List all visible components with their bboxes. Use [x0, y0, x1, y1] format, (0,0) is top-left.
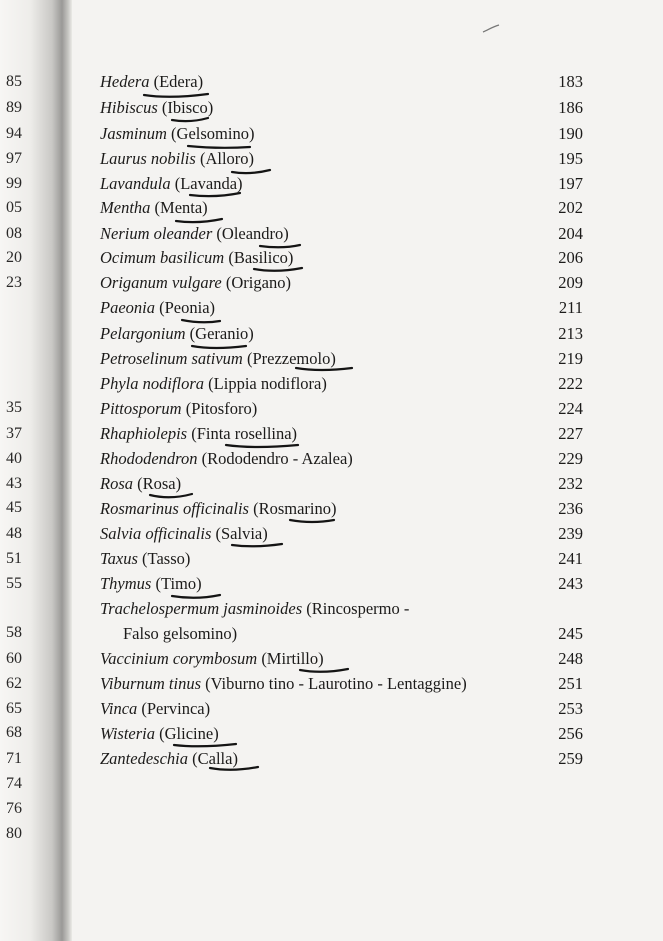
latin-name: Ocimum basilicum: [100, 248, 225, 267]
index-entry: [100, 248, 583, 268]
facing-page-number: 40: [6, 450, 22, 467]
common-name: (Timo): [151, 574, 202, 593]
facing-page-number: 62: [6, 675, 22, 692]
index-entry: [100, 374, 583, 394]
index-entry: [100, 499, 583, 519]
latin-name: Viburnum tinus: [100, 674, 201, 693]
latin-name: Hedera: [100, 72, 150, 91]
page-number: 206: [558, 248, 583, 267]
common-name: (Basilico): [224, 248, 294, 267]
page-number: 209: [558, 273, 583, 292]
index-entry: [100, 524, 583, 544]
index-entry: [100, 98, 583, 118]
facing-page-number: 43: [6, 475, 22, 492]
page-number: 227: [558, 424, 583, 443]
page-number: 256: [558, 724, 583, 743]
latin-name: Lavandula: [100, 174, 171, 193]
common-name: (Geranio): [185, 324, 254, 343]
latin-name: Rosa: [100, 474, 133, 493]
latin-name: Zantedeschia: [100, 749, 188, 768]
page-number: 195: [558, 149, 583, 168]
common-name: (Rosa): [133, 474, 182, 493]
facing-page-number: 48: [6, 525, 22, 542]
latin-name: Petroselinum sativum: [100, 349, 243, 368]
index-entry: [100, 198, 583, 218]
common-name: (Finta rosellina): [187, 424, 298, 443]
latin-name: Paeonia: [100, 298, 155, 317]
index-entry: [100, 224, 583, 244]
common-name: (Rododendro - Azalea): [197, 449, 353, 468]
index-entry: [100, 349, 583, 369]
common-name: (Edera): [149, 72, 204, 91]
common-name: (Menta): [150, 198, 208, 217]
page-number: 236: [558, 499, 583, 518]
facing-page-number: 51: [6, 550, 22, 567]
common-name: (Salvia): [211, 524, 268, 543]
index-entry: [100, 574, 583, 594]
common-name: (Rincospermo -: [302, 599, 410, 618]
facing-page-number: 99: [6, 175, 22, 192]
page-number: 190: [558, 124, 583, 143]
facing-page-number: 23: [6, 274, 22, 291]
latin-name: Wisteria: [100, 724, 156, 743]
facing-page-number: 74: [6, 775, 22, 792]
common-name: (Peonia): [155, 298, 216, 317]
facing-page-number: 58: [6, 624, 22, 641]
index-entry: [100, 749, 583, 769]
facing-page-number: 65: [6, 700, 22, 717]
facing-page-number: 55: [6, 575, 22, 592]
latin-name: Origanum vulgare: [100, 273, 222, 292]
page-number: 253: [558, 699, 583, 718]
facing-page-number: 35: [6, 399, 22, 416]
index-entry: [100, 474, 583, 494]
common-name: (Lavanda): [170, 174, 243, 193]
common-name: (Tasso): [137, 549, 191, 568]
page-number: 243: [558, 574, 583, 593]
index-entry: [100, 549, 583, 569]
facing-page-number: 71: [6, 750, 22, 767]
latin-name: Trachelospermum jasminoides: [100, 599, 303, 618]
index-entry-continuation: [123, 624, 593, 644]
common-name: Falso gelsomino): [123, 624, 238, 643]
common-name: (Viburno tino - Laurotino - Lentaggine): [201, 674, 467, 693]
index-entry: [100, 399, 583, 419]
index-entry: [100, 174, 583, 194]
page-number: 183: [558, 72, 583, 91]
common-name: (Glicine): [155, 724, 219, 743]
page-number: 229: [558, 449, 583, 468]
page-number: 186: [558, 98, 583, 117]
facing-page-number: 80: [6, 825, 22, 842]
page-number: 239: [558, 524, 583, 543]
common-name: (Oleandro): [212, 224, 289, 243]
latin-name: Laurus nobilis: [100, 149, 196, 168]
latin-name: Rosmarinus officinalis: [100, 499, 249, 518]
latin-name: Nerium oleander: [100, 224, 213, 243]
common-name: (Prezzemolo): [242, 349, 336, 368]
latin-name: Pelargonium: [100, 324, 186, 343]
common-name: (Rosmarino): [248, 499, 337, 518]
common-name: (Gelsomino): [166, 124, 255, 143]
page-number: 197: [558, 174, 583, 193]
latin-name: Vinca: [100, 699, 138, 718]
latin-name: Rhaphiolepis: [100, 424, 188, 443]
index-entry: [100, 124, 583, 144]
common-name: (Mirtillo): [257, 649, 324, 668]
common-name: (Ibisco): [157, 98, 214, 117]
page-number: 241: [558, 549, 583, 568]
index-entry: [100, 599, 570, 619]
page-number: 222: [558, 374, 583, 393]
latin-name: Taxus: [100, 549, 138, 568]
common-name: (Pitosforo): [181, 399, 258, 418]
facing-page-number: 37: [6, 425, 22, 442]
latin-name: Hibiscus: [100, 98, 158, 117]
page-number: 224: [558, 399, 583, 418]
pen-mark: [482, 24, 500, 34]
facing-page-number: 89: [6, 99, 22, 116]
index-entry: [100, 449, 583, 469]
facing-page-number: 76: [6, 800, 22, 817]
latin-name: Jasminum: [100, 124, 167, 143]
page-number: 259: [558, 749, 583, 768]
latin-name: Rhododendron: [100, 449, 198, 468]
latin-name: Phyla nodiflora: [100, 374, 205, 393]
page-number: 245: [558, 624, 583, 643]
facing-page-number: 85: [6, 73, 22, 90]
latin-name: Thymus: [100, 574, 152, 593]
page-number: 251: [558, 674, 583, 693]
index-entry: [100, 324, 583, 344]
latin-name: Pittosporum: [100, 399, 182, 418]
common-name: (Lippia nodiflora): [204, 374, 327, 393]
index-entry: [100, 649, 583, 669]
facing-page-number: 20: [6, 249, 22, 266]
facing-page-number: 97: [6, 150, 22, 167]
common-name: (Pervinca): [137, 699, 211, 718]
page-number: 248: [558, 649, 583, 668]
page-number: 204: [558, 224, 583, 243]
common-name: (Alloro): [195, 149, 255, 168]
facing-page-number: 60: [6, 650, 22, 667]
facing-page-number: 05: [6, 199, 22, 216]
index-entry: [100, 699, 583, 719]
index-entry: [100, 298, 583, 318]
common-name: (Origano): [221, 273, 291, 292]
index-entry: [100, 72, 583, 92]
facing-page-number: 68: [6, 724, 22, 741]
latin-name: Salvia officinalis: [100, 524, 212, 543]
page-number: 232: [558, 474, 583, 493]
facing-page-number: 94: [6, 125, 22, 142]
facing-page-number: 08: [6, 225, 22, 242]
facing-page-numbers: [0, 0, 22, 941]
common-name: (Calla): [188, 749, 238, 768]
index-entry: [100, 149, 583, 169]
page-number: 202: [558, 198, 583, 217]
page-number: 213: [558, 324, 583, 343]
latin-name: Mentha: [100, 198, 151, 217]
index-entry: [100, 273, 583, 293]
index-entry: [100, 724, 583, 744]
index-entry: [100, 674, 583, 694]
page-number: 211: [558, 298, 583, 317]
facing-page-number: 45: [6, 499, 22, 516]
page-number: 219: [558, 349, 583, 368]
latin-name: Vaccinium corymbosum: [100, 649, 258, 668]
index-entry: [100, 424, 583, 444]
